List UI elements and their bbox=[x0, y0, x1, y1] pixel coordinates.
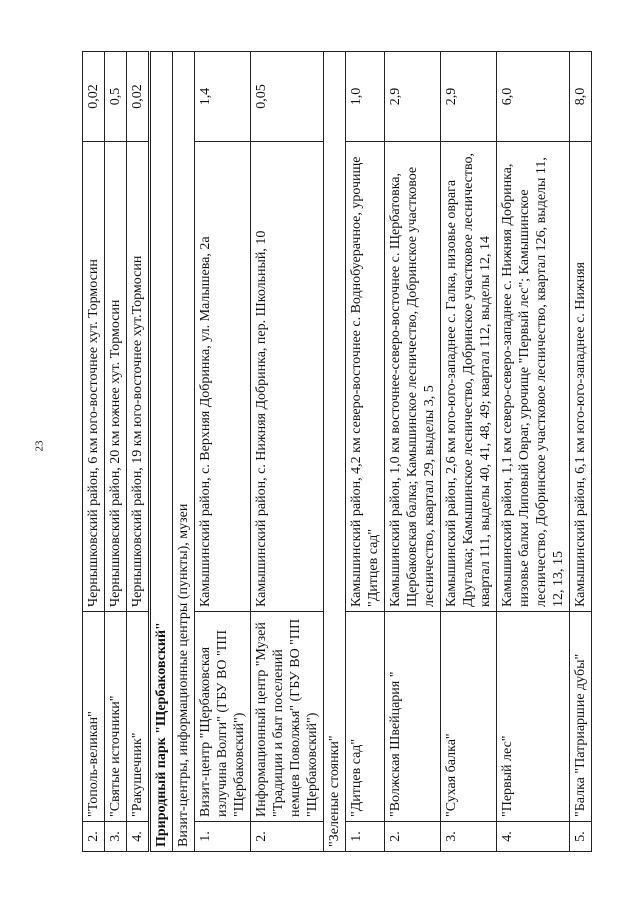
table-row bbox=[127, 52, 150, 852]
object-name: "Святые источники" bbox=[105, 612, 127, 822]
object-name: "Балка "Патриаршие дубы" bbox=[570, 612, 592, 822]
table-row bbox=[346, 52, 385, 852]
object-area: 1,0 bbox=[346, 52, 385, 142]
object-name: Информационный центр "Музей "Традиции и быт поселений немцев Поволжья" (ГБУ ВО "ПП "Щербаковский") bbox=[251, 612, 324, 822]
object-name: "Сухая балка" bbox=[441, 612, 497, 822]
object-area: 2,9 bbox=[441, 52, 497, 142]
group-title-row bbox=[173, 52, 195, 852]
table-row bbox=[385, 52, 441, 852]
object-location: Камышинский район, 6,1 км юго-юго-западнее с. Нижняя bbox=[570, 142, 592, 612]
object-name: "Ракушечник" bbox=[127, 612, 150, 822]
row-number: 5. bbox=[570, 822, 592, 852]
table-row bbox=[441, 52, 497, 852]
group-title: Визит-центры, информационные центры (пункты), музеи bbox=[173, 52, 195, 852]
object-location: Камышинский район, 1,0 км восточнее-северо-восточнее с. Щербатовка, Щербаковская балка; Камышинское лесничество, Добринское участковое лесничество, квартал 29, выделы 3, 5 bbox=[385, 142, 441, 612]
object-area: 6,0 bbox=[497, 52, 570, 142]
object-name: "Первый лес" bbox=[497, 612, 570, 822]
object-location: Камышинский район, 4,2 км северо-восточнее с. Воднобуерачное, урочище "Дитцев сад" bbox=[346, 142, 385, 612]
table-row bbox=[570, 52, 592, 852]
object-location: Чернышковский район, 20 км южнее хут. Тормосин bbox=[105, 142, 127, 612]
object-area: 0,02 bbox=[83, 52, 105, 142]
row-number: 2. bbox=[251, 822, 324, 852]
object-area: 0,05 bbox=[251, 52, 324, 142]
object-area: 0,5 bbox=[105, 52, 127, 142]
object-name: "Тополь-великан" bbox=[83, 612, 105, 822]
group-title: "Зеленые стоянки" bbox=[324, 52, 346, 852]
object-location: Камышинский район, 2,6 км юго-юго-западнее с. Галка, низовье оврага Другалка; Камышинское лесничество, Добринское участковое лесничество, квартал 111, выделы 40, 41, 48, 49; квартал 112, выделы 12, 14 bbox=[441, 142, 497, 612]
object-location: Чернышковский район, 6 км юго-восточнее хут. Тормосин bbox=[83, 142, 105, 612]
object-location: Камышинский район, с. Нижняя Добринка, пер. Школьный, 10 bbox=[251, 142, 324, 612]
row-number: 1. bbox=[195, 822, 251, 852]
row-number: 2. bbox=[385, 822, 441, 852]
row-number: 4. bbox=[497, 822, 570, 852]
section-title-row bbox=[150, 52, 173, 852]
object-location: Чернышковский район, 19 км юго-восточнее хут.Тормосин bbox=[127, 142, 150, 612]
rotated-table-container bbox=[82, 52, 602, 852]
object-location: Камышинский район, 1,1 км северо-северо-западнее с. Нижняя Добринка, низовье балки Липовый Овраг, урочище "Первый лес"; Камышинское лесничество, Добринское участковое лесничество, квартал 126, выделы 11, 12, 13, 15 bbox=[497, 142, 570, 612]
row-number: 1. bbox=[346, 822, 385, 852]
object-area: 0,02 bbox=[127, 52, 150, 142]
table-row bbox=[497, 52, 570, 852]
object-area: 2,9 bbox=[385, 52, 441, 142]
object-area: 8,0 bbox=[570, 52, 592, 142]
table-row bbox=[83, 52, 105, 852]
table-row bbox=[105, 52, 127, 852]
page-number: 23 bbox=[33, 440, 46, 452]
object-name: "Дитцев сад" bbox=[346, 612, 385, 822]
object-name: Визит-центр "Щербаковская излучина Волги" (ГБУ ВО "ПП "Щербаковский") bbox=[195, 612, 251, 822]
object-name: "Волжская Швейцария " bbox=[385, 612, 441, 822]
row-number: 3. bbox=[441, 822, 497, 852]
object-area: 1,4 bbox=[195, 52, 251, 142]
row-number: 2. bbox=[83, 822, 105, 852]
table-row bbox=[251, 52, 324, 852]
section-title: Природный парк "Щербаковский" bbox=[150, 52, 173, 852]
group-title-row bbox=[324, 52, 346, 852]
row-number: 4. bbox=[127, 822, 150, 852]
object-location: Камышинский район, с. Верхняя Добринка, ул. Малышева, 2а bbox=[195, 142, 251, 612]
row-number: 3. bbox=[105, 822, 127, 852]
objects-table bbox=[82, 51, 592, 852]
table-row bbox=[195, 52, 251, 852]
